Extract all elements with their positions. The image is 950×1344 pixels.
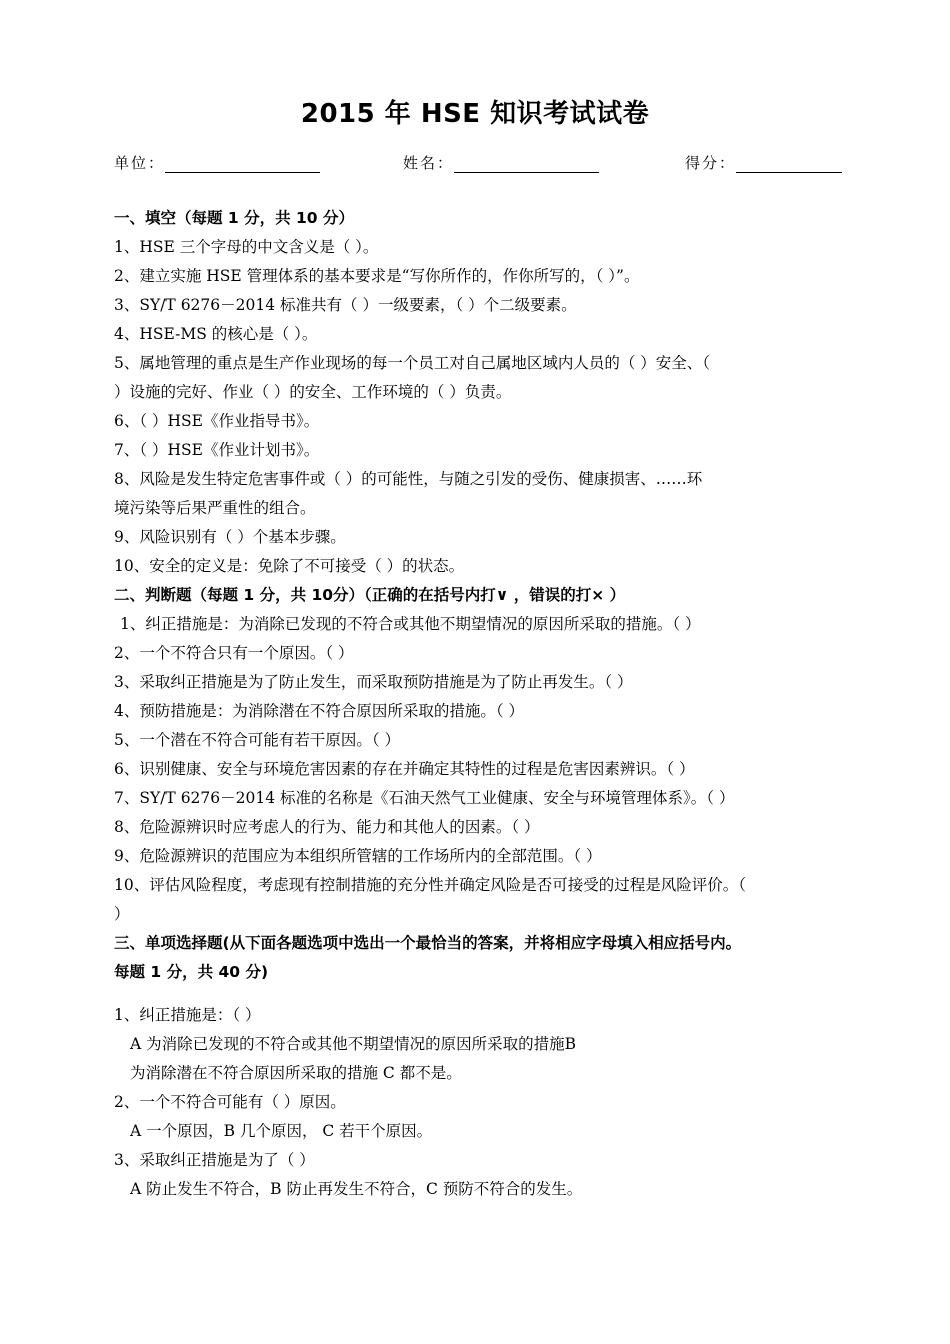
question-1-option-a: A 为消除已发现的不符合或其他不期望情况的原因所采取的措施B — [130, 1035, 577, 1053]
question-1-option-b: 为消除潜在不符合原因所采取的措施 C 都不是。 — [130, 1064, 462, 1082]
section1-item: 8、风险是发生特定危害事件或（ ）的可能性，与随之引发的受伤、健康损害、……环 — [114, 470, 703, 488]
section2-item: 7、SY/T 6276－2014 标准的名称是《石油天然气工业健康、安全与环境管理体系》。（ ） — [114, 789, 735, 807]
score-blank[interactable] — [736, 154, 842, 173]
section2-item: 5、一个潜在不符合可能有若干原因。（ ） — [114, 731, 401, 749]
score-label: 得分： — [685, 154, 737, 172]
exam-content — [114, 204, 844, 1204]
section1-item: ）设施的完好、作业（ ）的安全、工作环境的（ ）负责。 — [114, 383, 512, 401]
score-field — [685, 152, 842, 173]
section2-item: 10、评估风险程度，考虑现有控制措施的充分性并确定风险是否可接受的过程是风险评价。（ — [114, 876, 746, 894]
section3-gap — [114, 987, 844, 1001]
question-3-options: A 防止发生不符合，B 防止再发生不符合，C 预防不符合的发生。 — [130, 1180, 583, 1198]
name-field — [403, 152, 599, 173]
question-2-options: A 一个原因，B 几个原因， C 若干个原因。 — [130, 1122, 433, 1140]
section1-item: 3、SY/T 6276－2014 标准共有（ ）一级要素，（ ）个二级要素。 — [114, 296, 577, 314]
question-1: 1、纠正措施是：（ ） — [114, 1006, 261, 1024]
section2-item: ） — [114, 905, 130, 923]
section2-item: 6、识别健康、安全与环境危害因素的存在并确定其特性的过程是危害因素辨识。（ ） — [114, 760, 695, 778]
section3-heading-line2: 每题 1 分，共 40 分) — [114, 963, 269, 981]
section1-item: 1、HSE 三个字母的中文含义是（ ）。 — [114, 238, 379, 256]
section1-item: 2、建立实施 HSE 管理体系的基本要求是“写你所作的，作你所写的，（ ）”。 — [114, 267, 640, 285]
section1-item: 9、风险识别有（ ）个基本步骤。 — [114, 528, 346, 546]
unit-field — [114, 152, 320, 173]
info-row — [114, 152, 844, 180]
name-blank[interactable] — [454, 154, 599, 173]
section2-item: 8、危险源辨识时应考虑人的行为、能力和其他人的因素。（ ） — [114, 818, 540, 836]
section2-heading: 二、判断题（每题 1 分，共 10分）（正确的在括号内打∨ ，错误的打× ） — [114, 586, 626, 604]
section1-heading: 一、填空（每题 1 分，共 10 分） — [114, 209, 354, 227]
question-3: 3、采取纠正措施是为了（ ） — [114, 1151, 315, 1169]
section1-item: 4、HSE-MS 的核心是（ ）。 — [114, 325, 318, 343]
page-title: 2015 年 HSE 知识考试试卷 — [300, 99, 650, 129]
unit-label: 单位： — [114, 154, 166, 172]
section1-item: 7、（ ）HSE《作业计划书》。 — [114, 441, 320, 459]
section2-item: 2、一个不符合只有一个原因。（ ） — [114, 644, 354, 662]
name-label: 姓名： — [403, 154, 455, 172]
section1-item: 境污染等后果严重性的组合。 — [114, 499, 316, 517]
section3-heading-line1: 三、单项选择题(从下面各题选项中选出一个最恰当的答案，并将相应字母填入相应括号内。 — [114, 934, 742, 952]
unit-blank[interactable] — [165, 154, 320, 173]
section1-item: 5、属地管理的重点是生产作业现场的每一个员工对自己属地区域内人员的（ ）安全、（ — [114, 354, 711, 372]
section2-item: 4、预防措施是：为消除潜在不符合原因所采取的措施。（ ） — [114, 702, 525, 720]
section2-item: 9、危险源辨识的范围应为本组织所管辖的工作场所内的全部范围。（ ） — [114, 847, 602, 865]
question-2: 2、一个不符合可能有（ ）原因。 — [114, 1093, 346, 1111]
section1-item: 10、安全的定义是：免除了不可接受（ ）的状态。 — [114, 557, 465, 575]
section2-item: 1、纠正措施是：为消除已发现的不符合或其他不期望情况的原因所采取的措施。（ ） — [120, 615, 701, 633]
section2-item: 3、采取纠正措施是为了防止发生，而采取预防措施是为了防止再发生。（ ） — [114, 673, 633, 691]
section1-item: 6、（ ）HSE《作业指导书》。 — [114, 412, 320, 430]
